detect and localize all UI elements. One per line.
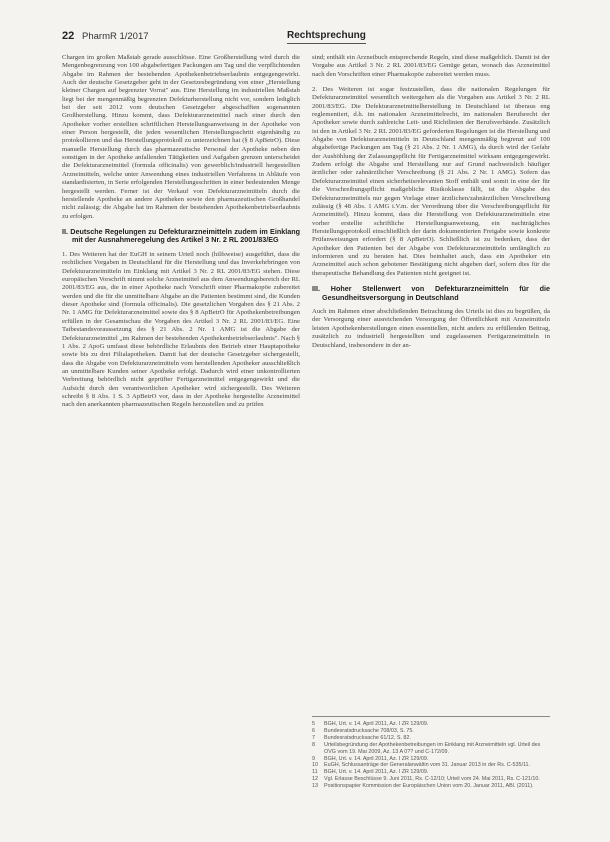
paragraph: sind; enthält ein Arzneibuch entsprechende Regeln, sind diese maßgeblich. Damit ist der Vorgabe aus Artikel 3 Nr. 2 RL 2001/83/EG Genüge getan, wonach das Arzneimittel nach den Vorschriften einer Pharmakopöe zubereitet werden muss. [312, 54, 550, 78]
footnote: 12 Vgl. Erlasse Beschlüsse 9. Juni 2011, Rs. C-12/10; Urteil vom 24. Mai 2011, Rs. C-121/10. [312, 776, 540, 783]
journal-name: PharmR 1/2017 [82, 31, 149, 42]
paragraph: Chargen im großen Maßstab gerade ausschlösse. Eine Großherstellung wird durch die Mengenbegrenzung von 100 abgabefertigen Packungen am Tag und die verpflichtenden Abgabe im Rahmen der bestehenden Apothekenbetriebserlaubnis entgegengewirkt. Auch der deutsche Gesetzgeber geht in der Gesetzesbegründung von einer „Herstellung kleiner Chargen auf begrenzter Vorrat" aus. Eine Herstellung im industriellen Maßstab liegt bei der mengenmäßig begrenzten Defekturherstellung nicht vor, sondern lediglich bei der seit 2012 vom deutschen Gesetzgeber abgeschafften sogenannten Großherstellung. Hinzu kommt, dass Defekturarzneimittel nach einer durch den Apotheker vorher erstellten schriftlichen Herstellungsanweisung in der Apotheke von einer Person hergestellt, die jeden wesentlichen Herstellungsschritt eigenhändig zu protokollieren und das Herstellungsprotokoll zu unterzeichnen hat (§ 8 ApBetrO). Diese manuelle Herstellung durch das pharmazeutische Personal der Apotheke neben den sonstigen in der Apotheke anfallenden Tätigkeiten und Aufgaben grenzen unterscheidet die Defekturarzneimittel (formula officinalis) von gewerblich/industriell hergestellten Arzneimitteln, welche unter Anwendung eines industriellen Verfahrens in Abläufe von standardisierten, in Serie erfolgenden Herstellungsschritten in einer bedeutenden Menge hergestellt werden. Ferner ist der Verkauf von Defekturarzneimitteln durch die herstellende Apotheke an andere Apotheken sowie den pharmazeutischen Großhandel nicht zulässig; die Abgabe hat im Rahmen der bestehenden Apothekenbetriebserlaubnis zu erfolgen. [62, 54, 300, 220]
section-title: Rechtsprechung [287, 30, 366, 44]
paragraph: Auch im Rahmen einer abschließenden Betrachtung des Urteils ist dies zu begrüßen, da der Versorgung einer ausreichenden Versorgung der Öffentlichkeit mit Arzneimitteln leisten Apothekenherstellungen einen essentiellen, nicht anders zu erfüllenden Beitrag, zusätzlich zu industriell hergestellten und zugelassenen Fertigarzneimitteln in Deutschland, insbesondere in der an- [312, 308, 550, 349]
footnote: 8 Urteilsbegründung der Apothekenbetreibungen im Einklang mit Arzneimitteln vgl. Urteil des OVG vom 19. Mai 2009, Az. 13 A 0?? und C-172/09. [312, 741, 541, 755]
footnote: 13 Positionspapier Kommission der Europäischen Union vom 20. Januar 2011, ABl. (2011). [312, 783, 534, 790]
right-column [312, 54, 550, 357]
footnotes [312, 716, 550, 790]
left-column [62, 54, 300, 417]
section-heading: III. Hoher Stellenwert von Defekturarzneimitteln für die Gesundheitsversorgung in Deutschland [312, 283, 550, 302]
footnote: 11 BGH, Urt. v. 14. April 2011, Az. I ZR 129/09. [312, 769, 429, 776]
footnote: 9 BGH, Urt. v. 14. April 2011, Az. I ZR 129/09. [312, 755, 429, 762]
paragraph: 2. Des Weiteren ist sogar festzustellen, dass die nationalen Regelungen für Defekturarzneimittel wesentlich weitergehen als die Vorgaben aus Artikel 3 Nr. 2 RL 2001/83/EG. Die Defekturarzneimittelherstellung in Deutschland ist überaus eng reglementiert, d.h. im nationalen Arzneimittelrecht, im nationalen Berufsrecht der Apotheker sowie durch zahlreiche Leit- und Richtlinien der Berufsverbände. Zusätzlich ist den in Artikel 3 Nr. 2 RL 2001/83/EG geforderten Regelungen ist die Herstellung und Abgabe von Defekturarzneimitteln in Deutschland mengenmäßig begrenzt auf 100 abgabefertige Packungen am Tag (§ 21 Abs. 2 Nr. 1 AMG), da durch wird der Gefahr der Aushöhlung der Zulassungspflicht für Fertigarzneimittel wirksam entgegengewirkt. Zudem erfolgt die Abgabe und Herstellung nur auf Grund nachweislich häufiger ärztlicher oder zahnärztlicher Verschreibung (§ 21 Abs. 2 Nr. 1 AMG). Sofern das Defekturarzneimittel einen sicherheitsrelevanten Stoff enthält und somit in eine der für die Verschreibungspflicht maßgebliche Risikoklasse fällt, ist die Abgabe des Defekturarzneimittels nur gegen Vorlage einer ärztlichen/zahnärztlichen Verschreibung zulässig (§ 48 Abs. 1 AMG i.V.m. der Verordnung über die Verschreibungspflicht für Arzneimittel). Hinzu kommt, dass die Herstellung von Defekturarzneimitteln eine vorher erstellte schriftliche Herstellungsanweisung, ein nachträgliches Herstellungsprotokoll einschließlich der darin dokumentierten Freigabe sowie konkrete Prüfanweisungen erfordert (§ 8 ApBetrO). Schließlich ist zu bedenken, dass der Apotheker den Patienten bei der Abgabe von Defekturarzneimitteln umfänglich zu informieren und zu beraten hat. Dies beinhaltet auch, dass ein Apotheker ein Arzneimittel auch schon gebotener Bestätigung nicht abgeben darf, sofern dies für die therapeutische Behandlung des Patienten nicht geeignet ist. [312, 86, 550, 277]
footnote: 7 Bundesratsdrucksache 61/12, S. 82. [312, 734, 411, 741]
footnote: 10 EuGH, Schlussanträge der Generalanwältin vom 31. Januar 2013 in der Rs. C-535/11. [312, 762, 531, 769]
footnote: 5 BGH, Urt. v. 14. April 2011, Az. I ZR 129/09. [312, 721, 429, 727]
paragraph: 1. Des Weiteren hat der EuGH in seinem Urteil noch (hilfsweise) ausgeführt, dass die rechtlichen Vorgaben in Deutschland für die Herstellung und das Inverkehrbringen von Defekturarzneimitteln im Einklang mit Artikel 3 Nr. 2 RL 2001/83/EG stehen. Diese europäischen Vorschrift nimmt solche Arzneimittel aus dem Anwendungsbereich der RL 2001/83/EG aus, die in einer Apotheke nach Vorschrift einer Pharmakopöe zubereitet werden und die für die unmittelbare Abgabe an die Patienten bestimmt sind, die Kunden dieser Apotheke sind (formula officinalis). Die gesetzlichen Vorgaben des § 21 Abs. 2 Nr. 1 AMG für Defekturarzneimittel sowie des § 8 ApBetrO für Apothekenbetreibungen erfüllen in der Gesamtschau die Vorgaben des Artikel 3 Nr. 2 RL 2001/83/EG. Eine Tatbestandsvoraussetzung des § 21 Abs. 2 Nr. 1 AMG ist die Abgabe der Defekturarzneimittel „im Rahmen der bestehenden Apothekenbetriebserlaubnis". Nach § 1 Abs. 2 ApoG umfasst diese behördliche Erlaubnis den Betrieb einer Hauptapotheke sowie bis zu drei Filialapotheken. Damit hat der deutsche Gesetzgeber sichergestellt, dass die Abgabe von Defekturarzneimitteln vom herstellenden Apotheker ausschließlich an unmittelbare Kunden seiner Apotheke erfolgt. Dadurch wird einer unkontrollierten Verbreitung behördlich nicht geprüfter Fertigarzneimittel entgegengewirkt und die Aufsicht durch den verantwortlichen Apotheker wird sichergestellt. Des Weiteren schreibt § 8 Abs. 1 S. 3 ApBetrO vor, dass in der Apotheke hergestellte Arzneimittel nach den anerkannten pharmazeutischen Regeln herzustellen und zu prüfen [62, 251, 300, 409]
page-number: 22 [62, 30, 75, 42]
page-header [62, 30, 548, 50]
section-heading: II. Deutsche Regelungen zu Defekturarzneimitteln zudem im Einklang mit der Ausnahmeregelung des Artikel 3 Nr. 2 RL 2001/83/EG [62, 226, 300, 245]
footnote: 6 Bundesratsdrucksache 708/03, S. 75. [312, 727, 414, 734]
